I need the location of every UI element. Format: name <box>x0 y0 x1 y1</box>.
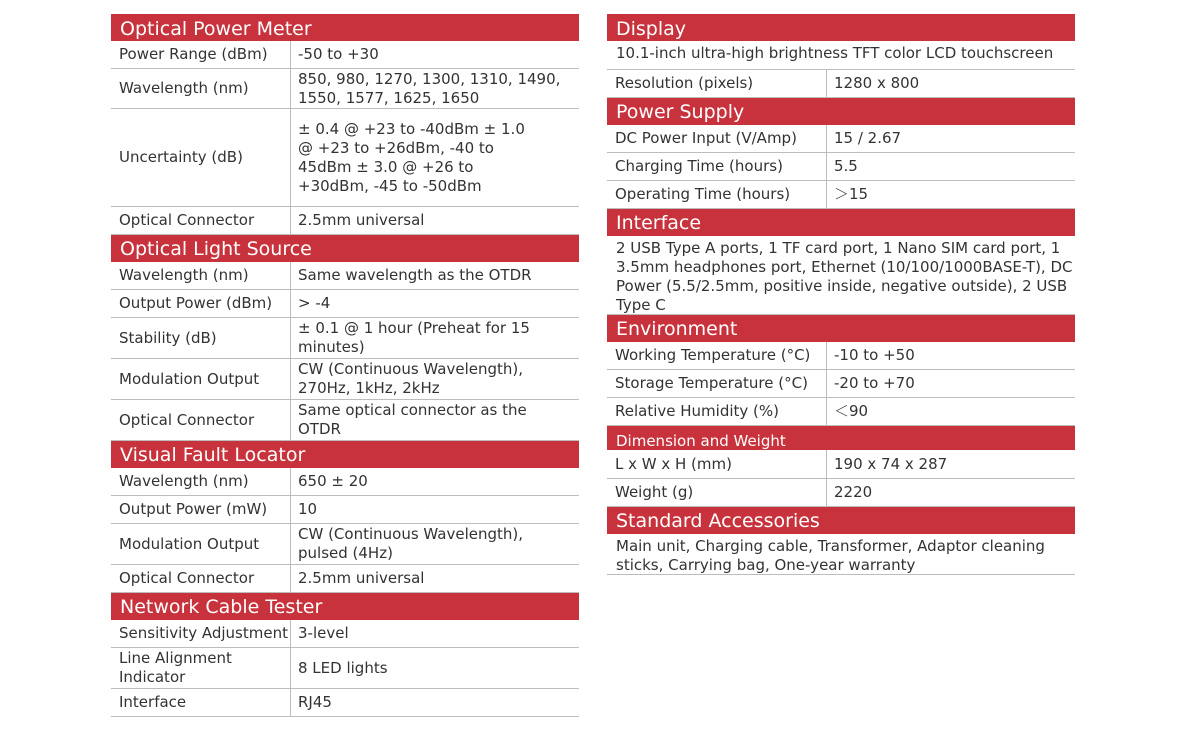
spec-row-wavelength <box>111 262 579 290</box>
section-header-optical-power-meter: Optical Power Meter <box>111 14 579 41</box>
spec-value: 10 <box>298 500 318 518</box>
spec-label: Optical Connector <box>111 400 291 440</box>
right-spec-column <box>607 14 1075 575</box>
spec-label: Output Power (dBm) <box>111 290 291 317</box>
spec-value: 650 ± 20 <box>298 472 368 490</box>
spec-value: > -4 <box>298 294 331 312</box>
spec-row-working-temperature <box>607 342 1075 370</box>
spec-row-interface <box>111 689 579 717</box>
spec-label: Storage Temperature (°C) <box>607 370 827 397</box>
section-header-environment: Environment <box>607 315 1075 342</box>
spec-value: Same wavelength as the OTDR <box>298 266 532 284</box>
spec-row-output-power <box>111 496 579 524</box>
section-header-visual-fault-locator: Visual Fault Locator <box>111 441 579 468</box>
section-header-interface: Interface <box>607 209 1075 236</box>
spec-value: ＞15 <box>834 185 869 203</box>
spec-value: CW (Continuous Wavelength), 270Hz, 1kHz, 2kHz <box>298 360 524 397</box>
spec-value: -20 to +70 <box>834 374 915 392</box>
section-header-standard-accessories: Standard Accessories <box>607 507 1075 534</box>
section-header-network-cable-tester: Network Cable Tester <box>111 593 579 620</box>
spec-row-storage-temperature <box>607 370 1075 398</box>
spec-value: 2.5mm universal <box>298 211 425 229</box>
spec-label: Optical Connector <box>111 565 291 592</box>
spec-value: -10 to +50 <box>834 346 915 364</box>
spec-label: Relative Humidity (%) <box>607 398 827 425</box>
spec-label: Output Power (mW) <box>111 496 291 523</box>
spec-label: Wavelength (nm) <box>111 69 291 108</box>
spec-full-standard-accessories: Main unit, Charging cable, Transformer, Adaptor cleaning sticks, Carrying bag, One-year warranty <box>607 534 1075 575</box>
spec-label: Working Temperature (°C) <box>607 342 827 369</box>
spec-row-operating-time <box>607 181 1075 209</box>
section-header-display: Display <box>607 14 1075 41</box>
spec-value: 2.5mm universal <box>298 569 425 587</box>
spec-row-uncertainty <box>111 109 579 207</box>
spec-label: Resolution (pixels) <box>607 70 827 97</box>
spec-row-dc-power-input <box>607 125 1075 153</box>
spec-label: L x W x H (mm) <box>607 450 827 478</box>
spec-value: 2220 <box>834 483 873 501</box>
spec-row-optical-connector <box>111 565 579 593</box>
spec-row-sensitivity-adjustment <box>111 620 579 648</box>
spec-value: RJ45 <box>298 693 332 711</box>
spec-row-charging-time <box>607 153 1075 181</box>
spec-label: Line Alignment Indicator <box>111 648 291 688</box>
spec-label: Modulation Output <box>111 524 291 564</box>
spec-value: CW (Continuous Wavelength), pulsed (4Hz) <box>298 525 524 562</box>
spec-label: Modulation Output <box>111 359 291 399</box>
section-header-power-supply: Power Supply <box>607 98 1075 125</box>
spec-label: Charging Time (hours) <box>607 153 827 180</box>
spec-row-modulation-output <box>111 359 579 400</box>
spec-row-modulation-output <box>111 524 579 565</box>
spec-row-optical-connector <box>111 400 579 441</box>
spec-row-line-alignment-indicator <box>111 648 579 689</box>
spec-full-interface: 2 USB Type A ports, 1 TF card port, 1 Nano SIM card port, 1 3.5mm headphones port, Ethernet (10/100/1000BASE-T), DC Power (5.5/2.5mm, positive inside, negative outside), 2 USB Type C <box>607 236 1075 315</box>
spec-row-relative-humidity <box>607 398 1075 426</box>
spec-row-dimensions <box>607 450 1075 479</box>
spec-row-stability <box>111 318 579 359</box>
section-header-optical-light-source: Optical Light Source <box>111 235 579 262</box>
section-header-dimension-weight: Dimension and Weight <box>607 426 1075 450</box>
spec-label: Power Range (dBm) <box>111 41 291 68</box>
spec-label: Stability (dB) <box>111 318 291 358</box>
spec-row-resolution <box>607 70 1075 98</box>
spec-row-wavelength <box>111 69 579 109</box>
spec-row-output-power <box>111 290 579 318</box>
left-spec-column <box>111 14 579 717</box>
spec-value: ＜90 <box>834 402 869 420</box>
spec-value: 5.5 <box>834 157 858 175</box>
spec-value: ± 0.4 @ +23 to -40dBm ± 1.0 @ +23 to +26dBm, -40 to 45dBm ± 3.0 @ +26 to +30dBm, -45 to -50dBm <box>298 119 525 195</box>
spec-full-display: 10.1-inch ultra-high brightness TFT color LCD touchscreen <box>607 41 1075 70</box>
spec-value: 850, 980, 1270, 1300, 1310, 1490, 1550, 1577, 1625, 1650 <box>298 69 561 107</box>
spec-value: ± 0.1 @ 1 hour (Preheat for 15 minutes) <box>298 319 530 356</box>
spec-row-wavelength <box>111 468 579 496</box>
spec-label: Operating Time (hours) <box>607 181 827 208</box>
spec-label: Wavelength (nm) <box>111 262 291 289</box>
spec-row-optical-connector <box>111 207 579 235</box>
spec-value: 190 x 74 x 287 <box>834 454 948 473</box>
spec-value: -50 to +30 <box>298 45 379 63</box>
spec-label: DC Power Input (V/Amp) <box>607 125 827 152</box>
spec-label: Optical Connector <box>111 207 291 234</box>
spec-label: Weight (g) <box>607 479 827 506</box>
spec-value: 1280 x 800 <box>834 74 920 92</box>
spec-label: Wavelength (nm) <box>111 468 291 495</box>
spec-label: Interface <box>111 689 291 716</box>
spec-value: 3-level <box>298 624 349 642</box>
spec-value: Same optical connector as the OTDR <box>298 401 527 438</box>
spec-label: Sensitivity Adjustment <box>111 620 291 647</box>
spec-value: 8 LED lights <box>298 658 388 677</box>
spec-label: Uncertainty (dB) <box>111 109 291 206</box>
spec-row-weight <box>607 479 1075 507</box>
spec-value: 15 / 2.67 <box>834 129 902 147</box>
spec-row-power-range <box>111 41 579 69</box>
